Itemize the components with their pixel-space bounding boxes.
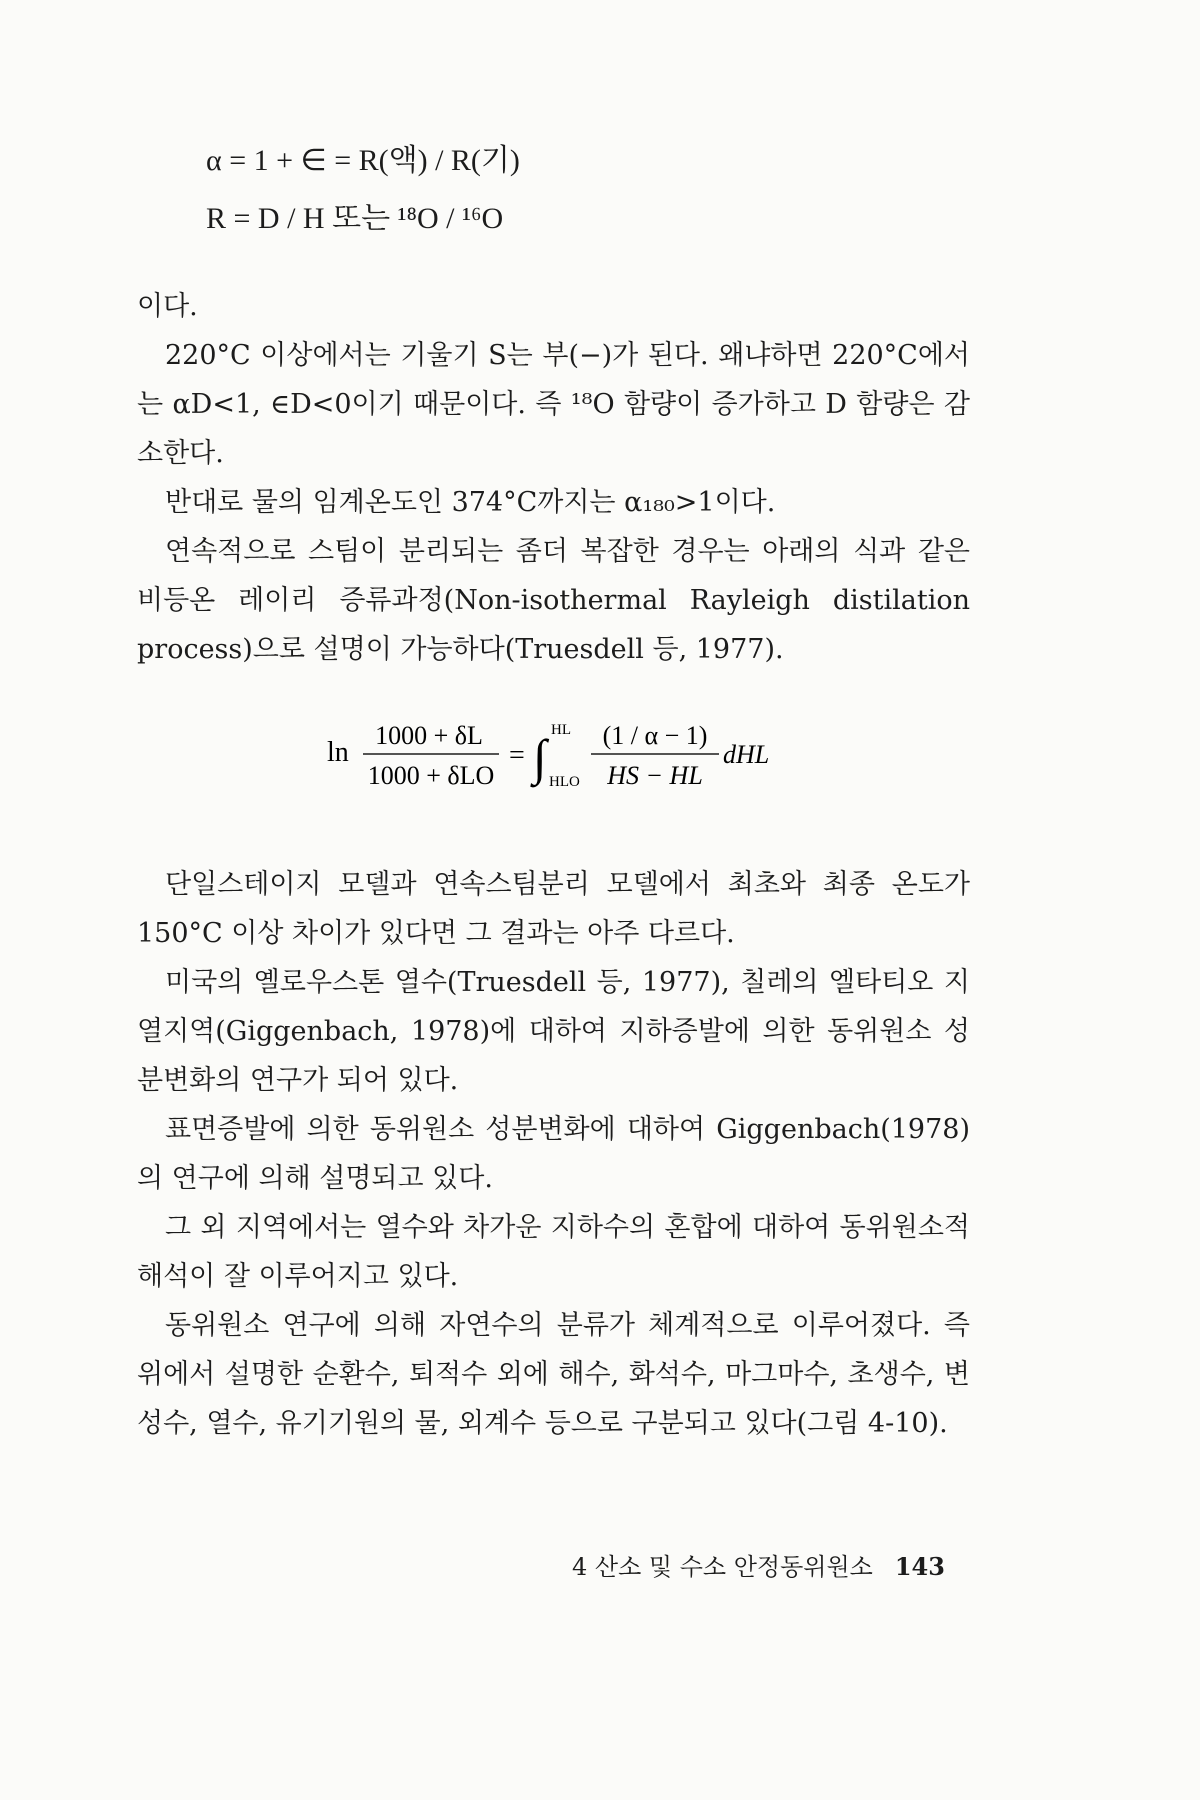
formula-equals: = bbox=[509, 740, 525, 771]
chapter-title: 4 산소 및 수소 안정동위원소 bbox=[572, 1553, 873, 1581]
paragraph: 단일스테이지 모델과 연속스팀분리 모델에서 최초와 최종 온도가 150°C 이상 차이가 있다면 그 결과는 아주 다르다. bbox=[137, 869, 970, 949]
integral-sign: ∫ bbox=[533, 729, 547, 785]
body-text bbox=[137, 282, 970, 1448]
page-number: 143 bbox=[894, 1552, 945, 1581]
page-footer bbox=[572, 1547, 945, 1582]
paragraph: 동위원소 연구에 의해 자연수의 분류가 체계적으로 이루어졌다. 즉 위에서 설명한 순환수, 퇴적수 외에 해수, 화석수, 마그마수, 초생수, 변성수, 열수, 유기기원의 물, 외계수 등으로 구분되고 있다(그림 4-10). bbox=[137, 1310, 970, 1439]
paragraph: 220°C 이상에서는 기울기 S는 부(−)가 된다. 왜냐하면 220°C에서는 αD<1, ∈D<0이기 때문이다. 즉 ¹⁸O 함량이 증가하고 D 함량은 감소한다. bbox=[137, 340, 970, 469]
paragraph: 그 외 지역에서는 열수와 차가운 지하수의 혼합에 대하여 동위원소적 해석이 잘 이루어지고 있다. bbox=[137, 1212, 970, 1292]
integral-upper-limit: HL bbox=[551, 722, 571, 738]
integrand-numerator: (1 / α − 1) bbox=[602, 721, 708, 750]
paragraph: 미국의 옐로우스톤 열수(Truesdell 등, 1977), 칠레의 엘타티오 지열지역(Giggenbach, 1978)에 대하여 지하증발에 의한 동위원소 성분변화의 연구가 되어 있다. bbox=[137, 967, 970, 1096]
alpha-equation: α = 1 + ∈ = R(액) / R(기) bbox=[206, 144, 520, 177]
ratio-equation: R = D / H 또는 ¹⁸O / ¹⁶O bbox=[206, 202, 504, 235]
integral-lower-limit: HLO bbox=[549, 774, 580, 790]
rayleigh-formula-block bbox=[137, 674, 970, 860]
formula-numerator: 1000 + δL bbox=[375, 721, 483, 750]
formula-ln: ln bbox=[327, 737, 349, 768]
equation-block bbox=[206, 132, 520, 248]
rayleigh-formula bbox=[327, 714, 787, 794]
paragraph: 이다. bbox=[137, 291, 198, 322]
formula-differential: dHL bbox=[723, 740, 770, 769]
paragraph: 반대로 물의 임계온도인 374°C까지는 α₁₈₀>1이다. bbox=[165, 487, 776, 518]
integrand-denominator: HS − HL bbox=[607, 761, 703, 790]
formula-denominator: 1000 + δLO bbox=[367, 761, 495, 790]
paragraph: 연속적으로 스팀이 분리되는 좀더 복잡한 경우는 아래의 식과 같은 비등온 레이리 증류과정(Non-isothermal Rayleigh distilation process)으로 설명이 가능하다(Truesdell 등, 1977). bbox=[137, 536, 970, 665]
paragraph: 표면증발에 의한 동위원소 성분변화에 대하여 Giggenbach(1978)의 연구에 의해 설명되고 있다. bbox=[137, 1114, 970, 1194]
